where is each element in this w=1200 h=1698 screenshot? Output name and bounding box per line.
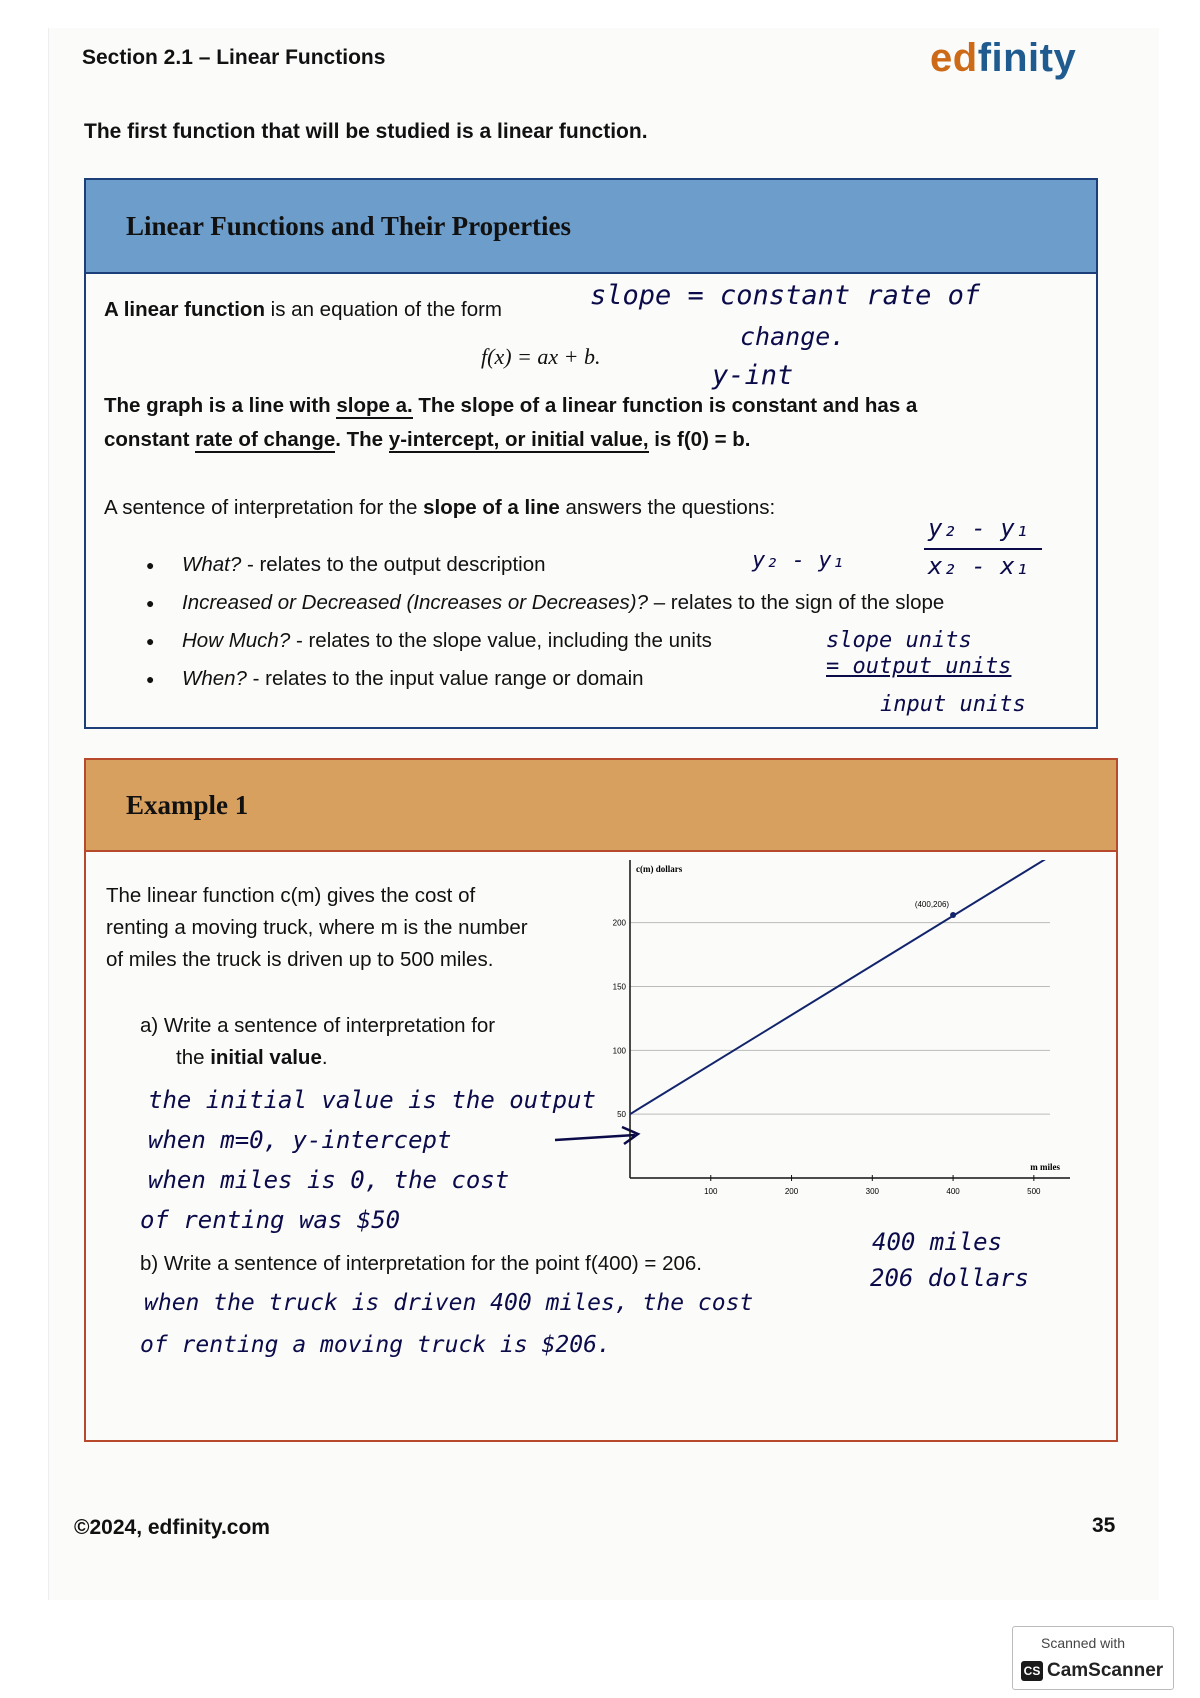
list-item: ● How Much? - relates to the slope value, including the units: [138, 622, 944, 660]
answer-b-line-2: of renting a moving truck is $206.: [140, 1332, 611, 1358]
note-b-2: 206 dollars: [870, 1264, 1029, 1292]
y-tick-label: 150: [612, 982, 626, 992]
x-tick-label: 300: [865, 1187, 879, 1196]
slope-term: slope a.: [336, 394, 413, 417]
handwritten-slope-formula-num: y₂ - y₁: [928, 514, 1030, 542]
scanner-badge-line1: Scanned with: [1041, 1635, 1126, 1651]
graph-line1-b: The slope of a linear function is constant and has a: [412, 394, 918, 417]
y-tick-label: 100: [612, 1046, 626, 1056]
handwritten-units-3: input units: [880, 692, 1026, 717]
linear-formula: f(x) = ax + b.: [481, 344, 601, 369]
interp-prefix: A sentence of interpretation for the: [104, 496, 424, 519]
answer-a-line-4: of renting was $50: [140, 1206, 401, 1234]
graph-line1-a: The graph is a line with: [104, 394, 337, 417]
example-desc-2: renting a moving truck, where m is the number: [106, 916, 528, 939]
page-number: 35: [1092, 1514, 1116, 1537]
section-title: Section 2.1 – Linear Functions: [82, 46, 386, 69]
list-item: ● Increased or Decreased (Increases or Decreases)? – relates to the sign of the slope: [138, 584, 944, 622]
interp-bold: slope of a line: [423, 496, 560, 519]
intro-text: The first function that will be studied is a linear function.: [84, 120, 648, 143]
graph-line-1: [104, 394, 917, 418]
handwritten-slope-formula-den: x₂ - x₁: [928, 552, 1030, 580]
x-tick-label: 200: [784, 1187, 799, 1196]
properties-box-title: Linear Functions and Their Properties: [126, 210, 572, 241]
list-item: ● What? - relates to the output description: [138, 546, 944, 584]
handwritten-y2-note: y₂ - y₁: [752, 548, 845, 573]
graph-line2-c: is f(0) = b.: [648, 428, 751, 451]
scanner-badge: [1012, 1626, 1174, 1690]
part-b: b) Write a sentence of interpretation for the point f(400) = 206.: [140, 1252, 702, 1275]
handwritten-fraction-bar: [924, 548, 1042, 550]
y-axis-label: c(m) dollars: [636, 864, 683, 874]
x-tick-label: 500: [1027, 1187, 1041, 1196]
definition-line: [104, 298, 502, 322]
part-a-line-1: a) Write a sentence of interpretation for: [140, 1014, 496, 1037]
x-tick-label: 400: [946, 1187, 960, 1196]
cost-line-chart: [600, 860, 1080, 1200]
interpretation-intro: [104, 496, 775, 520]
example-box-header: [86, 760, 1116, 852]
data-point: [950, 912, 956, 918]
note-b-1: 400 miles: [872, 1228, 1003, 1256]
handwritten-yint-note: y-int: [712, 360, 794, 391]
definition-prefix: A linear function: [104, 298, 265, 321]
y-intercept-term: y-intercept, or initial value,: [388, 428, 649, 451]
example-desc-1: The linear function c(m) gives the cost of: [106, 884, 476, 907]
definition-rest: is an equation of the form: [264, 298, 502, 321]
graph-line-2: [104, 428, 750, 452]
handwritten-slope-note: slope = constant rate of: [590, 280, 981, 311]
handwritten-slope-note-2: change.: [740, 322, 846, 351]
interp-suffix: answers the questions:: [559, 496, 776, 519]
handwritten-units-1: slope units: [826, 628, 972, 653]
rate-of-change-term: rate of change: [195, 428, 336, 451]
example-title: Example 1: [126, 789, 249, 820]
answer-a-line-1: the initial value is the output: [148, 1086, 596, 1114]
scanner-badge-line2: CamScanner: [1047, 1660, 1164, 1681]
y-tick-label: 200: [612, 918, 626, 928]
camscanner-logo-icon: CS: [1021, 1661, 1043, 1681]
graph-line2-b: . The: [335, 428, 389, 451]
y-tick-label: 50: [617, 1110, 626, 1120]
logo-part-finity: finity: [977, 36, 1077, 80]
answer-a-line-2: when m=0, y-intercept: [148, 1126, 452, 1154]
example-desc-3: of miles the truck is driven up to 500 miles.: [106, 948, 494, 971]
x-axis-label: m miles: [1030, 1162, 1060, 1172]
answer-b-line-1: when the truck is driven 400 miles, the cost: [144, 1290, 754, 1316]
list-item: ● When? - relates to the input value range or domain: [138, 660, 944, 698]
series-line: [630, 860, 1050, 1114]
graph-line2-a: constant: [104, 428, 196, 451]
edfinity-logo: [930, 36, 1076, 81]
properties-box-header: [86, 180, 1096, 274]
x-tick-label: 100: [704, 1187, 718, 1196]
answer-a-line-3: when miles is 0, the cost: [148, 1166, 510, 1194]
footer-copyright: ©2024, edfinity.com: [74, 1516, 270, 1539]
logo-part-ed: ed: [930, 36, 978, 80]
part-a-line-2: the initial value.: [176, 1046, 328, 1069]
point-label: (400,206): [914, 900, 950, 910]
handwritten-units-2: = output units: [826, 654, 1012, 679]
